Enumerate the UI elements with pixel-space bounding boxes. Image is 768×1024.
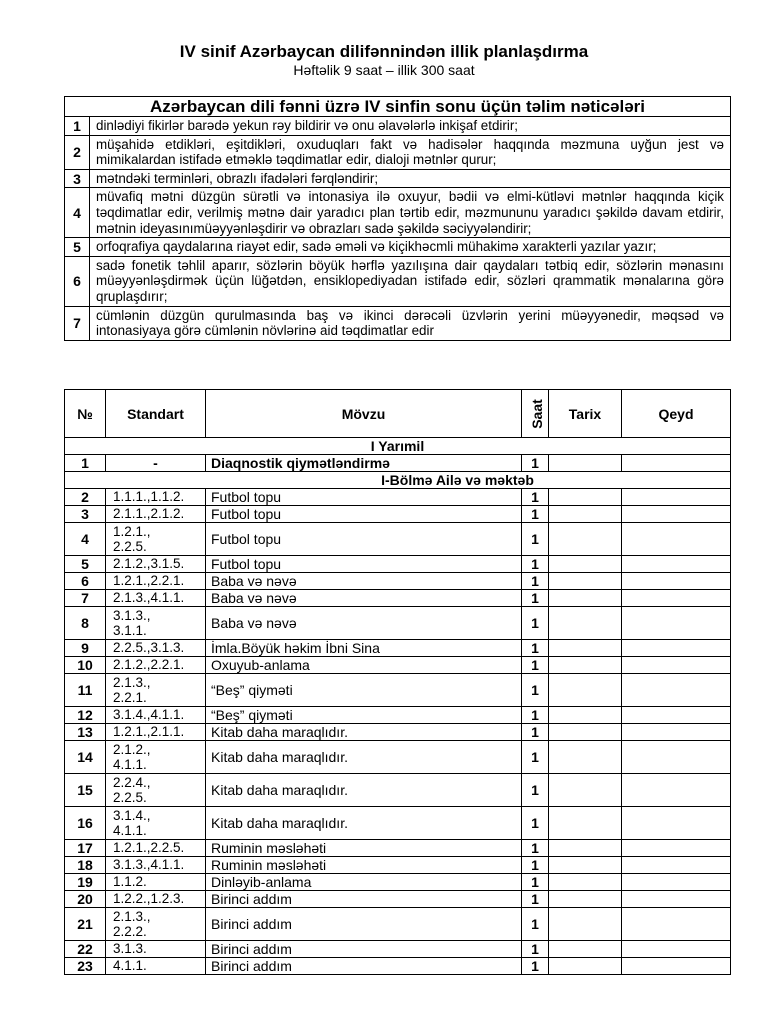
row-note xyxy=(622,874,731,891)
row-date xyxy=(549,590,622,607)
row-date xyxy=(549,657,622,674)
row-note xyxy=(622,455,731,472)
row-hours: 1 xyxy=(522,958,549,975)
row-topic: Futbol topu xyxy=(206,556,522,573)
row-note xyxy=(622,941,731,958)
row-hours: 1 xyxy=(522,857,549,874)
row-topic: “Beş” qiyməti xyxy=(206,707,522,724)
row-standard: 3.1.4., 4.1.1. xyxy=(106,807,206,840)
table-row xyxy=(65,657,731,674)
table-row xyxy=(65,908,731,941)
row-date xyxy=(549,674,622,707)
table-row xyxy=(65,807,731,840)
table-row xyxy=(65,874,731,891)
row-note xyxy=(622,523,731,556)
outcome-text: cümlənin düzgün qurulmasında baş və ikinci dərəcəli üzvlərin yerini müəyyənedir, məqsəd və intonasiyaya görə cümlənin növlərinə aid təqdimatlar edir xyxy=(90,306,731,340)
row-topic: Birinci addım xyxy=(206,941,522,958)
row-standard: 2.2.5.,3.1.3. xyxy=(106,640,206,657)
row-date xyxy=(549,774,622,807)
row-number: 1 xyxy=(65,455,106,472)
row-number: 4 xyxy=(65,523,106,556)
row-topic: Kitab daha maraqlıdır. xyxy=(206,774,522,807)
row-number: 18 xyxy=(65,857,106,874)
row-note xyxy=(622,840,731,857)
table-row xyxy=(65,506,731,523)
header-hours xyxy=(522,390,549,438)
row-standard: 2.1.1.,2.1.2. xyxy=(106,506,206,523)
row-date xyxy=(549,556,622,573)
row-note xyxy=(622,724,731,741)
row-number: 11 xyxy=(65,674,106,707)
header-standard: Standart xyxy=(106,390,206,438)
outcome-text: orfoqrafiya qaydalarına riayət edir, sadə əməli və kiçikhəcmli mühakimə xarakterli yazılar yazır; xyxy=(90,238,731,257)
row-note xyxy=(622,908,731,941)
row-hours: 1 xyxy=(522,941,549,958)
row-note xyxy=(622,506,731,523)
row-topic: İmla.Böyük həkim İbni Sina xyxy=(206,640,522,657)
outcome-number: 4 xyxy=(65,188,90,238)
row-topic: “Beş” qiyməti xyxy=(206,674,522,707)
header-topic: Mövzu xyxy=(206,390,522,438)
row-number: 19 xyxy=(65,874,106,891)
row-number: 21 xyxy=(65,908,106,941)
row-hours: 1 xyxy=(522,590,549,607)
plan-header-row xyxy=(65,390,731,438)
row-topic: Dinləyib-anlama xyxy=(206,874,522,891)
table-row xyxy=(65,958,731,975)
row-topic: Kitab daha maraqlıdır. xyxy=(206,807,522,840)
row-number: 5 xyxy=(65,556,106,573)
row-number: 23 xyxy=(65,958,106,975)
row-note xyxy=(622,489,731,506)
row-standard: - xyxy=(106,455,206,472)
outcome-number: 7 xyxy=(65,306,90,340)
outcome-number: 3 xyxy=(65,169,90,188)
row-number: 12 xyxy=(65,707,106,724)
outcomes-heading: Azərbaycan dili fənni üzrə IV sinfin sonu üçün təlim nəticələri xyxy=(65,97,731,117)
row-standard: 4.1.1. xyxy=(106,958,206,975)
row-topic: Birinci addım xyxy=(206,908,522,941)
document-title: IV sinif Azərbaycan dilifənnindən illik planlaşdırma xyxy=(179,42,589,61)
row-date xyxy=(549,941,622,958)
row-topic: Birinci addım xyxy=(206,891,522,908)
row-standard: 1.2.2.,1.2.3. xyxy=(106,891,206,908)
row-topic: Oxuyub-anlama xyxy=(206,657,522,674)
row-standard: 1.1.1.,1.1.2. xyxy=(106,489,206,506)
row-standard: 2.1.2., 4.1.1. xyxy=(106,741,206,774)
row-topic: Kitab daha maraqlıdır. xyxy=(206,724,522,741)
row-standard: 2.2.4., 2.2.5. xyxy=(106,774,206,807)
row-date xyxy=(549,857,622,874)
table-row xyxy=(65,840,731,857)
row-standard: 1.1.2. xyxy=(106,874,206,891)
row-note xyxy=(622,707,731,724)
row-hours: 1 xyxy=(522,556,549,573)
row-date xyxy=(549,741,622,774)
row-topic: Futbol topu xyxy=(206,523,522,556)
row-note xyxy=(622,607,731,640)
row-hours: 1 xyxy=(522,607,549,640)
table-row xyxy=(65,573,731,590)
table-row xyxy=(65,489,731,506)
outcome-row xyxy=(65,117,731,136)
semester-label: I Yarımil xyxy=(65,438,731,455)
table-row xyxy=(65,707,731,724)
row-date xyxy=(549,455,622,472)
row-standard: 1.2.1., 2.2.5. xyxy=(106,523,206,556)
row-hours: 1 xyxy=(522,741,549,774)
row-hours: 1 xyxy=(522,573,549,590)
row-hours: 1 xyxy=(522,807,549,840)
table-row xyxy=(65,590,731,607)
row-date xyxy=(549,573,622,590)
outcome-text: mətndəki terminləri, obrazlı ifadələri fərqləndirir; xyxy=(90,169,731,188)
row-topic: Futbol topu xyxy=(206,506,522,523)
outcome-text: müşahidə etdikləri, eşitdikləri, oxuduqları fakt və hadisələr haqqında məzmuna uyğun jest və mimikalardan istifadə etməklə təqdimatlar edir, dialoji mətnlər qurur; xyxy=(90,135,731,169)
row-standard: 2.1.3.,4.1.1. xyxy=(106,590,206,607)
table-row xyxy=(65,741,731,774)
row-date xyxy=(549,840,622,857)
table-row xyxy=(65,607,731,640)
row-hours: 1 xyxy=(522,707,549,724)
row-date xyxy=(549,640,622,657)
row-number: 14 xyxy=(65,741,106,774)
row-standard: 2.1.2.,3.1.5. xyxy=(106,556,206,573)
outcome-row xyxy=(65,306,731,340)
outcome-number: 2 xyxy=(65,135,90,169)
row-note xyxy=(622,590,731,607)
table-row xyxy=(65,857,731,874)
row-hours: 1 xyxy=(522,523,549,556)
table-row xyxy=(65,523,731,556)
table-row xyxy=(65,774,731,807)
table-row xyxy=(65,941,731,958)
row-hours: 1 xyxy=(522,891,549,908)
row-number: 3 xyxy=(65,506,106,523)
row-standard: 3.1.3., 3.1.1. xyxy=(106,607,206,640)
row-note xyxy=(622,674,731,707)
table-row xyxy=(65,674,731,707)
row-note xyxy=(622,556,731,573)
row-topic: Baba və nəvə xyxy=(206,590,522,607)
learning-outcomes-table xyxy=(64,96,731,341)
row-note xyxy=(622,891,731,908)
row-date xyxy=(549,523,622,556)
outcome-text: dinlədiyi fikirlər barədə yekun rəy bildirir və onu əlavələrlə inkişaf etdirir; xyxy=(90,117,731,136)
outcome-row xyxy=(65,256,731,306)
row-standard: 1.2.1.,2.2.1. xyxy=(106,573,206,590)
row-topic: Diaqnostik qiymətləndirmə xyxy=(206,455,522,472)
table-row xyxy=(65,455,731,472)
row-date xyxy=(549,958,622,975)
table-row xyxy=(65,724,731,741)
section-row xyxy=(65,472,731,489)
outcome-number: 5 xyxy=(65,238,90,257)
row-number: 6 xyxy=(65,573,106,590)
row-hours: 1 xyxy=(522,774,549,807)
row-topic: Birinci addım xyxy=(206,958,522,975)
row-note xyxy=(622,774,731,807)
outcome-text: sadə fonetik təhlil aparır, sözlərin böyük hərflə yazılışına dair qaydaları tətbiq edir, sözlərin mənasını müəyyənləşdirmək üçün lüğətdən, ensiklopediyadan istifadə edir, sözləri qrammatik mənalarına görə qruplaşdırır; xyxy=(90,256,731,306)
outcome-row xyxy=(65,135,731,169)
header-note: Qeyd xyxy=(622,390,731,438)
row-topic: Ruminin məsləhəti xyxy=(206,840,522,857)
outcome-number: 6 xyxy=(65,256,90,306)
row-number: 20 xyxy=(65,891,106,908)
row-hours: 1 xyxy=(522,489,549,506)
row-number: 10 xyxy=(65,657,106,674)
row-note xyxy=(622,807,731,840)
row-hours: 1 xyxy=(522,455,549,472)
row-date xyxy=(549,707,622,724)
row-note xyxy=(622,657,731,674)
row-topic: Ruminin məsləhəti xyxy=(206,857,522,874)
row-standard: 3.1.3. xyxy=(106,941,206,958)
row-number: 9 xyxy=(65,640,106,657)
row-standard: 3.1.3.,4.1.1. xyxy=(106,857,206,874)
row-note xyxy=(622,857,731,874)
row-date xyxy=(549,874,622,891)
row-topic: Baba və nəvə xyxy=(206,607,522,640)
row-date xyxy=(549,724,622,741)
row-hours: 1 xyxy=(522,908,549,941)
header-number: № xyxy=(65,390,106,438)
row-number: 2 xyxy=(65,489,106,506)
row-hours: 1 xyxy=(522,674,549,707)
row-topic: Futbol topu xyxy=(206,489,522,506)
row-hours: 1 xyxy=(522,506,549,523)
row-note xyxy=(622,958,731,975)
outcome-text: müvafiq mətni düzgün sürətli və intonasiya ilə oxuyur, bədii və elmi-kütləvi mətnlər haqqında kiçik təqdimatlar edir, verilmiş mətnə dair yaradıcı plan tərtib edir, məzmununu yaradıcı şəkildə davam etdirir, mətnin ideyasınımüəyyənləşdirir və obrazları sadə şəkildə səciyyələndirir; xyxy=(90,188,731,238)
lesson-plan-table xyxy=(64,389,731,975)
row-date xyxy=(549,607,622,640)
row-standard: 1.2.1.,2.1.1. xyxy=(106,724,206,741)
outcome-row xyxy=(65,188,731,238)
section-label: I-Bölmə Ailə və məktəb xyxy=(65,472,731,489)
semester-row xyxy=(65,438,731,455)
row-standard: 2.1.2.,2.2.1. xyxy=(106,657,206,674)
header-hours-label: Saat xyxy=(528,398,545,429)
row-number: 13 xyxy=(65,724,106,741)
row-standard: 2.1.3., 2.2.1. xyxy=(106,674,206,707)
row-standard: 1.2.1.,2.2.5. xyxy=(106,840,206,857)
row-note xyxy=(622,741,731,774)
table-row xyxy=(65,556,731,573)
row-topic: Kitab daha maraqlıdır. xyxy=(206,741,522,774)
row-hours: 1 xyxy=(522,640,549,657)
row-number: 17 xyxy=(65,840,106,857)
header-date: Tarix xyxy=(549,390,622,438)
outcomes-body xyxy=(65,117,731,341)
row-date xyxy=(549,506,622,523)
row-date xyxy=(549,908,622,941)
row-date xyxy=(549,807,622,840)
outcome-row xyxy=(65,238,731,257)
row-number: 16 xyxy=(65,807,106,840)
row-standard: 2.1.3., 2.2.2. xyxy=(106,908,206,941)
row-hours: 1 xyxy=(522,874,549,891)
row-note xyxy=(622,573,731,590)
outcome-row xyxy=(65,169,731,188)
row-standard: 3.1.4.,4.1.1. xyxy=(106,707,206,724)
table-row xyxy=(65,891,731,908)
outcome-number: 1 xyxy=(65,117,90,136)
row-note xyxy=(622,640,731,657)
table-row xyxy=(65,640,731,657)
row-topic: Baba və nəvə xyxy=(206,573,522,590)
row-hours: 1 xyxy=(522,724,549,741)
plan-body xyxy=(65,489,731,975)
row-number: 15 xyxy=(65,774,106,807)
document-subtitle: Həftəlik 9 saat – illik 300 saat xyxy=(293,62,475,78)
row-hours: 1 xyxy=(522,657,549,674)
row-number: 7 xyxy=(65,590,106,607)
row-date xyxy=(549,489,622,506)
row-number: 22 xyxy=(65,941,106,958)
row-date xyxy=(549,891,622,908)
row-number: 8 xyxy=(65,607,106,640)
row-hours: 1 xyxy=(522,840,549,857)
